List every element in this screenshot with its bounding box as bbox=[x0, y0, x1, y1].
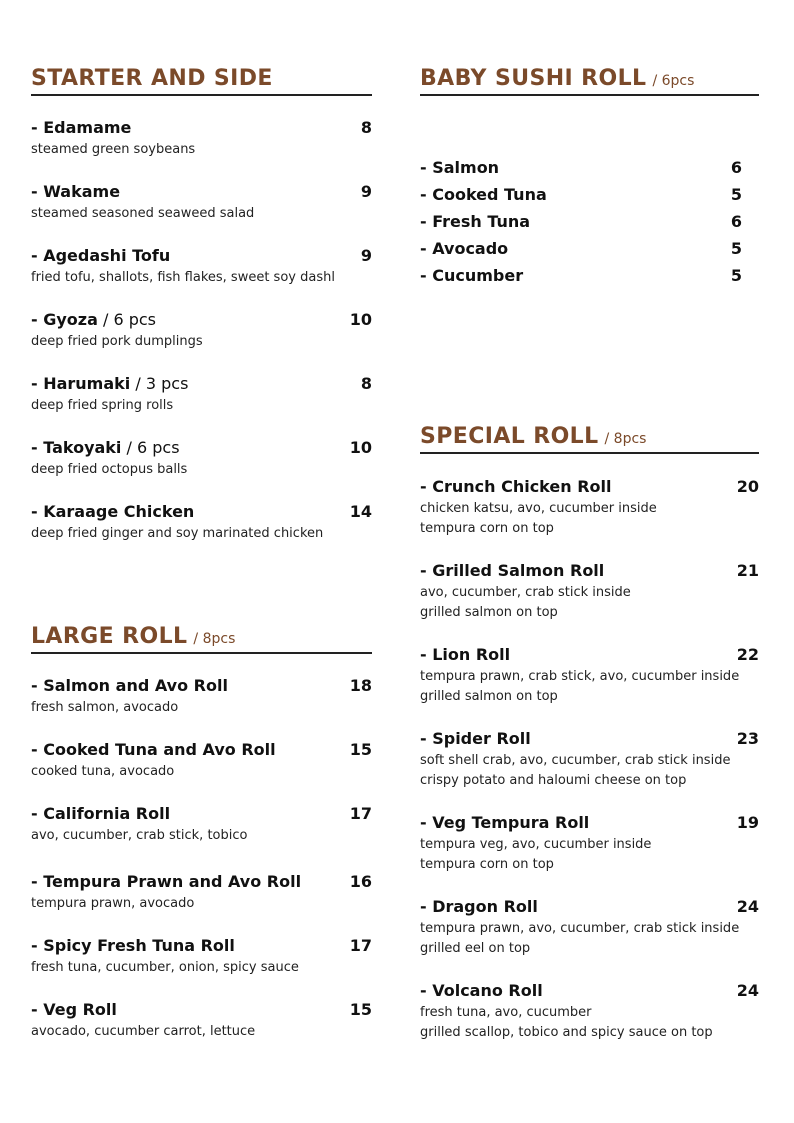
special-roll-title: SPECIAL ROLL bbox=[420, 424, 599, 449]
item-name: - Fresh Tuna bbox=[420, 212, 531, 231]
item-name: - Cooked Tuna and Avo Roll bbox=[31, 740, 276, 759]
item-price: 5 bbox=[730, 266, 742, 285]
item-name: - Cooked Tuna bbox=[420, 185, 547, 204]
item-price: 15 bbox=[349, 740, 372, 759]
item-price: 8 bbox=[360, 118, 372, 137]
item-name: - Crunch Chicken Roll bbox=[420, 477, 612, 496]
item-price: 14 bbox=[349, 502, 372, 521]
item-description: tempura prawn, avocado bbox=[31, 896, 195, 911]
large-roll-subtitle: / 8pcs bbox=[193, 631, 236, 647]
item-name: - Takoyaki / 6 pcs bbox=[31, 438, 180, 457]
item-price: 18 bbox=[349, 676, 372, 695]
item-price: 21 bbox=[736, 561, 759, 580]
item-name: - Dragon Roll bbox=[420, 897, 538, 916]
baby-sushi-subtitle: / 6pcs bbox=[652, 73, 695, 89]
item-description: fresh salmon, avocado bbox=[31, 700, 179, 715]
item-description: tempura corn on top bbox=[420, 521, 554, 536]
menu-item-dragon-roll bbox=[420, 897, 759, 959]
menu-item-tempura-prawn-avo-roll bbox=[31, 872, 372, 914]
item-price: 10 bbox=[349, 310, 372, 329]
item-name: - Edamame bbox=[31, 118, 132, 137]
baby-sushi-section bbox=[420, 60, 759, 285]
item-name: - Volcano Roll bbox=[420, 981, 543, 1000]
menu-item-spider-roll bbox=[420, 729, 759, 791]
item-description: grilled scallop, tobico and spicy sauce on top bbox=[420, 1025, 713, 1040]
item-price: 22 bbox=[736, 645, 759, 664]
special-roll-subtitle: / 8pcs bbox=[604, 431, 647, 447]
item-description: tempura veg, avo, cucumber inside bbox=[420, 837, 652, 852]
menu-item-edamame bbox=[31, 118, 372, 160]
item-name: - Veg Tempura Roll bbox=[420, 813, 590, 832]
item-name: - Grilled Salmon Roll bbox=[420, 561, 605, 580]
item-name: - Tempura Prawn and Avo Roll bbox=[31, 872, 302, 891]
item-price: 5 bbox=[730, 239, 742, 258]
item-price: 8 bbox=[360, 374, 372, 393]
item-price: 9 bbox=[360, 182, 372, 201]
item-name: - Spider Roll bbox=[420, 729, 531, 748]
item-price: 6 bbox=[730, 212, 742, 231]
item-price: 9 bbox=[360, 246, 372, 265]
item-name: - Lion Roll bbox=[420, 645, 511, 664]
item-price: 23 bbox=[736, 729, 759, 748]
item-description: steamed green soybeans bbox=[31, 142, 196, 157]
item-description: soft shell crab, avo, cucumber, crab stick inside bbox=[420, 753, 731, 768]
starter-header bbox=[31, 60, 372, 96]
menu-item-wakame bbox=[31, 182, 372, 224]
large-roll-header bbox=[31, 618, 372, 654]
item-price: 15 bbox=[349, 1000, 372, 1019]
menu-item-crunch-chicken-roll bbox=[420, 477, 759, 539]
large-roll-section bbox=[31, 618, 372, 1039]
special-roll-section bbox=[420, 418, 759, 1040]
item-name: - Salmon bbox=[420, 158, 500, 177]
menu-item-spicy-fresh-tuna-roll bbox=[31, 936, 372, 978]
menu-item-lion-roll bbox=[420, 645, 759, 707]
item-price: 19 bbox=[736, 813, 759, 832]
item-name: - Harumaki / 3 pcs bbox=[31, 374, 189, 393]
item-name: - Karaage Chicken bbox=[31, 502, 195, 521]
starter-title: STARTER AND SIDE bbox=[31, 66, 273, 91]
item-price: 20 bbox=[736, 477, 759, 496]
item-description: cooked tuna, avocado bbox=[31, 764, 175, 779]
large-roll-title: LARGE ROLL bbox=[31, 624, 188, 649]
item-name: - Salmon and Avo Roll bbox=[31, 676, 228, 695]
item-name: - Gyoza / 6 pcs bbox=[31, 310, 156, 329]
menu-item-california-roll bbox=[31, 804, 372, 846]
menu-item-gyoza bbox=[31, 310, 372, 352]
item-description: avocado, cucumber carrot, lettuce bbox=[31, 1024, 256, 1039]
item-price: 24 bbox=[736, 981, 759, 1000]
menu-item-salmon-avo-roll bbox=[31, 676, 372, 718]
special-roll-header bbox=[420, 418, 759, 454]
item-description: crispy potato and haloumi cheese on top bbox=[420, 773, 687, 788]
menu-item-karaage-chicken bbox=[31, 502, 372, 544]
item-description: deep fried ginger and soy marinated chicken bbox=[31, 526, 324, 541]
item-name: - Agedashi Tofu bbox=[31, 246, 171, 265]
item-description: chicken katsu, avo, cucumber inside bbox=[420, 501, 657, 516]
baby-sushi-title: BABY SUSHI ROLL bbox=[420, 66, 647, 91]
item-price: 10 bbox=[349, 438, 372, 457]
item-name: - Avocado bbox=[420, 239, 509, 258]
item-price: 17 bbox=[349, 936, 372, 955]
item-name: - Spicy Fresh Tuna Roll bbox=[31, 936, 235, 955]
item-description: steamed seasoned seaweed salad bbox=[31, 206, 255, 221]
item-description: tempura prawn, avo, cucumber, crab stick inside bbox=[420, 921, 740, 936]
item-description: deep fried octopus balls bbox=[31, 462, 188, 477]
menu-item-grilled-salmon-roll bbox=[420, 561, 759, 623]
menu-item-veg-roll bbox=[31, 1000, 372, 1042]
item-price: 24 bbox=[736, 897, 759, 916]
item-description: fresh tuna, avo, cucumber bbox=[420, 1005, 592, 1020]
item-description: deep fried pork dumplings bbox=[31, 334, 203, 349]
menu-item-takoyaki bbox=[31, 438, 372, 480]
baby-sushi-header bbox=[420, 60, 759, 96]
item-description: tempura prawn, crab stick, avo, cucumber inside bbox=[420, 669, 740, 684]
menu-item-volcano-roll bbox=[420, 981, 759, 1043]
item-description: tempura corn on top bbox=[420, 857, 554, 872]
item-name: - Cucumber bbox=[420, 266, 524, 285]
item-price: 5 bbox=[730, 185, 742, 204]
item-price: 17 bbox=[349, 804, 372, 823]
item-description: grilled salmon on top bbox=[420, 605, 558, 620]
menu-item-avocado bbox=[420, 239, 742, 266]
menu-item-salmon bbox=[420, 158, 742, 185]
item-description: avo, cucumber, crab stick, tobico bbox=[31, 828, 248, 843]
menu-item-veg-tempura-roll bbox=[420, 813, 759, 875]
starter-section bbox=[31, 60, 372, 541]
item-description: fried tofu, shallots, fish flakes, sweet soy dashl bbox=[31, 270, 335, 285]
menu-item-harumaki bbox=[31, 374, 372, 416]
menu-item-cooked-tuna-avo-roll bbox=[31, 740, 372, 782]
item-price: 6 bbox=[730, 158, 742, 177]
item-name: - California Roll bbox=[31, 804, 171, 823]
menu-item-cooked-tuna bbox=[420, 185, 742, 212]
item-description: fresh tuna, cucumber, onion, spicy sauce bbox=[31, 960, 299, 975]
item-description: grilled eel on top bbox=[420, 941, 531, 956]
menu-item-agedashi-tofu bbox=[31, 246, 372, 288]
item-name: - Veg Roll bbox=[31, 1000, 117, 1019]
item-description: avo, cucumber, crab stick inside bbox=[420, 585, 631, 600]
item-description: deep fried spring rolls bbox=[31, 398, 174, 413]
item-description: grilled salmon on top bbox=[420, 689, 558, 704]
item-name: - Wakame bbox=[31, 182, 121, 201]
menu-item-fresh-tuna bbox=[420, 212, 742, 239]
item-price: 16 bbox=[349, 872, 372, 891]
menu-item-cucumber bbox=[420, 266, 742, 293]
